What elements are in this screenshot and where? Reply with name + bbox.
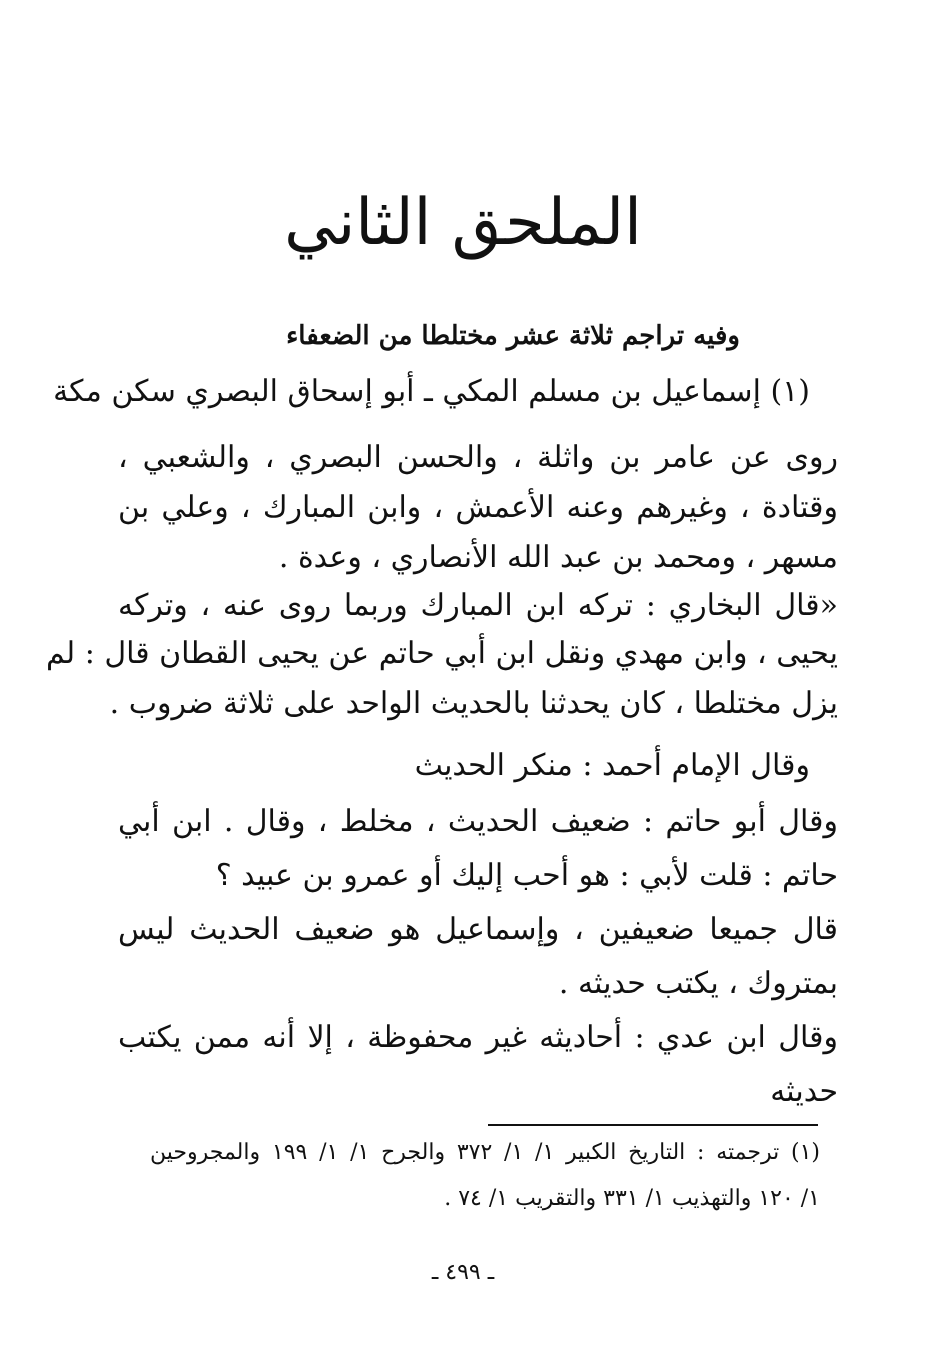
text-line: وقتادة ، وغيرهم وعنه الأعمش ، وابن المبارك ، وعلي بن xyxy=(118,490,838,525)
appendix-subtitle: وفيه تراجم ثلاثة عشر مختلطا من الضعفاء xyxy=(286,321,740,351)
text-line: حاتم : قلت لأبي : هو أحب إليك أو عمرو بن عبيد ؟ xyxy=(215,858,838,893)
text-line: قال جميعا ضعيفين ، وإسماعيل هو ضعيف الحديث ليس xyxy=(118,912,838,947)
text-line: مسهر ، ومحمد بن عبد الله الأنصاري ، وعدة . xyxy=(278,540,838,575)
text-line: (١) إسماعيل بن مسلم المكي ـ أبو إسحاق البصري سكن مكة xyxy=(53,374,810,409)
text-line: حديثه xyxy=(770,1074,838,1109)
text-line: وقال الإمام أحمد : منكر الحديث xyxy=(414,748,810,783)
footnote-divider xyxy=(488,1124,818,1126)
text-line: روى عن عامر بن واثلة ، والحسن البصري ، والشعبي ، xyxy=(118,440,838,475)
text-line: يزل مختلطا ، كان يحدثنا بالحديث الواحد على ثلاثة ضروب . xyxy=(109,686,838,721)
text-line: يحيى ، وابن مهدي ونقل ابن أبي حاتم عن يحيى القطان قال : لم xyxy=(46,636,838,671)
appendix-title: الملحق الثاني xyxy=(284,186,642,260)
text-line: وقال أبو حاتم : ضعيف الحديث ، مخلط ، وقال . ابن أبي xyxy=(118,804,838,839)
footnote-line: (١) ترجمته : التاريخ الكبير ١/ ١/ ٣٧٢ والجرح ١/ ١/ ١٩٩ والمجروحين xyxy=(150,1140,820,1165)
text-line: بمتروك ، يكتب حديثه . xyxy=(558,966,838,1001)
text-line: وقال ابن عدي : أحاديثه غير محفوظة ، إلا أنه ممن يكتب xyxy=(118,1020,838,1055)
text-line: «قال البخاري : تركه ابن المبارك وربما روى عنه ، وتركه xyxy=(118,588,838,623)
footnote-line: ١/ ١٢٠ والتهذيب ١/ ٣٣١ والتقريب ١/ ٧٤ . xyxy=(444,1186,820,1211)
page-number: ـ ٤٩٩ ـ xyxy=(431,1260,495,1285)
